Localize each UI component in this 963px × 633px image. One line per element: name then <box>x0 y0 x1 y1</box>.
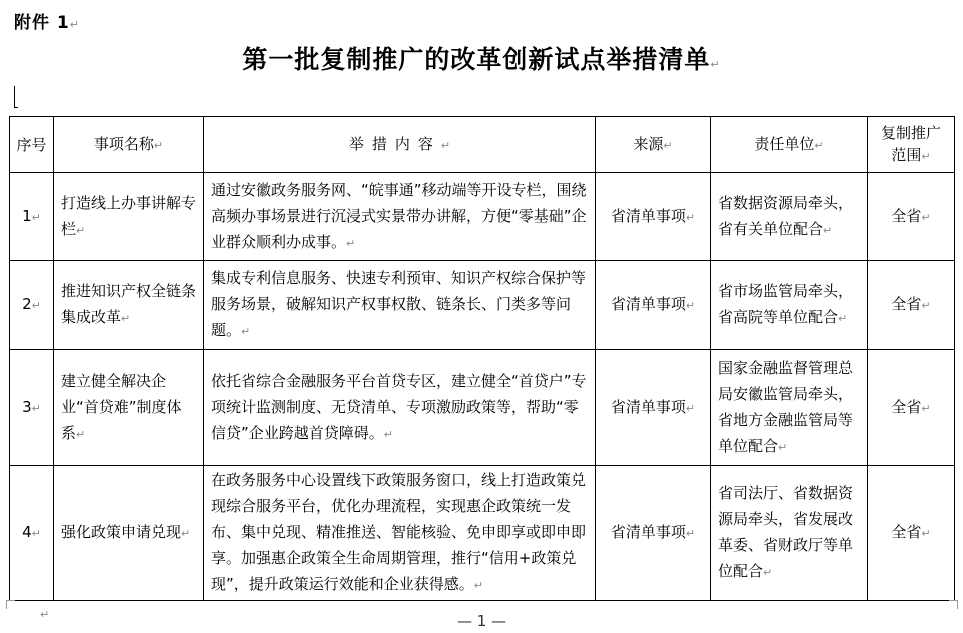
header-num: 序号 <box>10 117 54 173</box>
table-header-row <box>10 117 955 173</box>
table-row <box>10 173 955 261</box>
cell-scope: 全省↵ <box>868 466 955 601</box>
paragraph-mark-icon: ↵ <box>69 18 80 31</box>
cell-scope: 全省↵ <box>868 173 955 261</box>
attachment-label: 附件 1↵ <box>14 13 80 33</box>
table-row <box>10 466 955 601</box>
cell-num: 1↵ <box>10 173 54 261</box>
cell-name: 强化政策申请兑现↵ <box>54 466 204 601</box>
table-row <box>10 350 955 466</box>
cell-unit: 省市场监管局牵头，省高院等单位配合↵ <box>711 261 868 350</box>
page-corner-mark <box>949 600 958 609</box>
document-title: 第一批复制推广的改革创新试点举措清单↵ <box>242 45 721 74</box>
cell-source: 省清单事项↵ <box>596 466 711 601</box>
page-corner-mark <box>6 600 15 609</box>
text-cursor-icon <box>14 86 15 108</box>
cell-scope: 全省↵ <box>868 350 955 466</box>
paragraph-mark-icon: ↵ <box>40 608 50 621</box>
cell-unit: 省数据资源局牵头，省有关单位配合↵ <box>711 173 868 261</box>
cell-content: 集成专利信息服务、快速专利预审、知识产权综合保护等服务场景，破解知识产权事权散、链条长、门类多等问题。↵ <box>204 261 596 350</box>
header-scope: 复制推广范围↵ <box>868 117 955 173</box>
header-content: 举措内容↵ <box>204 117 596 173</box>
table-row <box>10 261 955 350</box>
measures-table <box>9 116 955 601</box>
cell-unit: 国家金融监督管理总局安徽监管局牵头，省地方金融监管局等单位配合↵ <box>711 350 868 466</box>
cell-name: 打造线上办事讲解专栏↵ <box>54 173 204 261</box>
header-unit: 责任单位↵ <box>711 117 868 173</box>
cell-name: 推进知识产权全链条集成改革↵ <box>54 261 204 350</box>
header-source: 来源↵ <box>596 117 711 173</box>
page-number: — 1 — <box>456 612 507 630</box>
header-name: 事项名称↵ <box>54 117 204 173</box>
cell-scope: 全省↵ <box>868 261 955 350</box>
cell-source: 省清单事项↵ <box>596 350 711 466</box>
cell-unit: 省司法厅、省数据资源局牵头，省发展改革委、省财政厅等单位配合↵ <box>711 466 868 601</box>
cell-num: 2↵ <box>10 261 54 350</box>
cell-source: 省清单事项↵ <box>596 261 711 350</box>
cell-name: 建立健全解决企业“首贷难”制度体系↵ <box>54 350 204 466</box>
cell-content: 依托省综合金融服务平台首贷专区，建立健全“首贷户”专项统计监测制度、无贷清单、专项激励政策等，帮助“零信贷”企业跨越首贷障碍。↵ <box>204 350 596 466</box>
cell-source: 省清单事项↵ <box>596 173 711 261</box>
cell-content: 通过安徽政务服务网、“皖事通”移动端等开设专栏，围绕高频办事场景进行沉浸式实景带办讲解，方便“零基础”企业群众顺利办成事。↵ <box>204 173 596 261</box>
paragraph-mark-icon: ↵ <box>710 58 721 71</box>
cell-num: 3↵ <box>10 350 54 466</box>
cell-num: 4↵ <box>10 466 54 601</box>
cell-content: 在政务服务中心设置线下政策服务窗口，线上打造政策兑现综合服务平台，优化办理流程，实现惠企政策统一发布、集中兑现、精准推送、智能核验、免申即享或即申即享。加强惠企政策全生命周期管理，推行“信用+政策兑现”，提升政策运行效能和企业获得感。↵ <box>204 466 596 601</box>
